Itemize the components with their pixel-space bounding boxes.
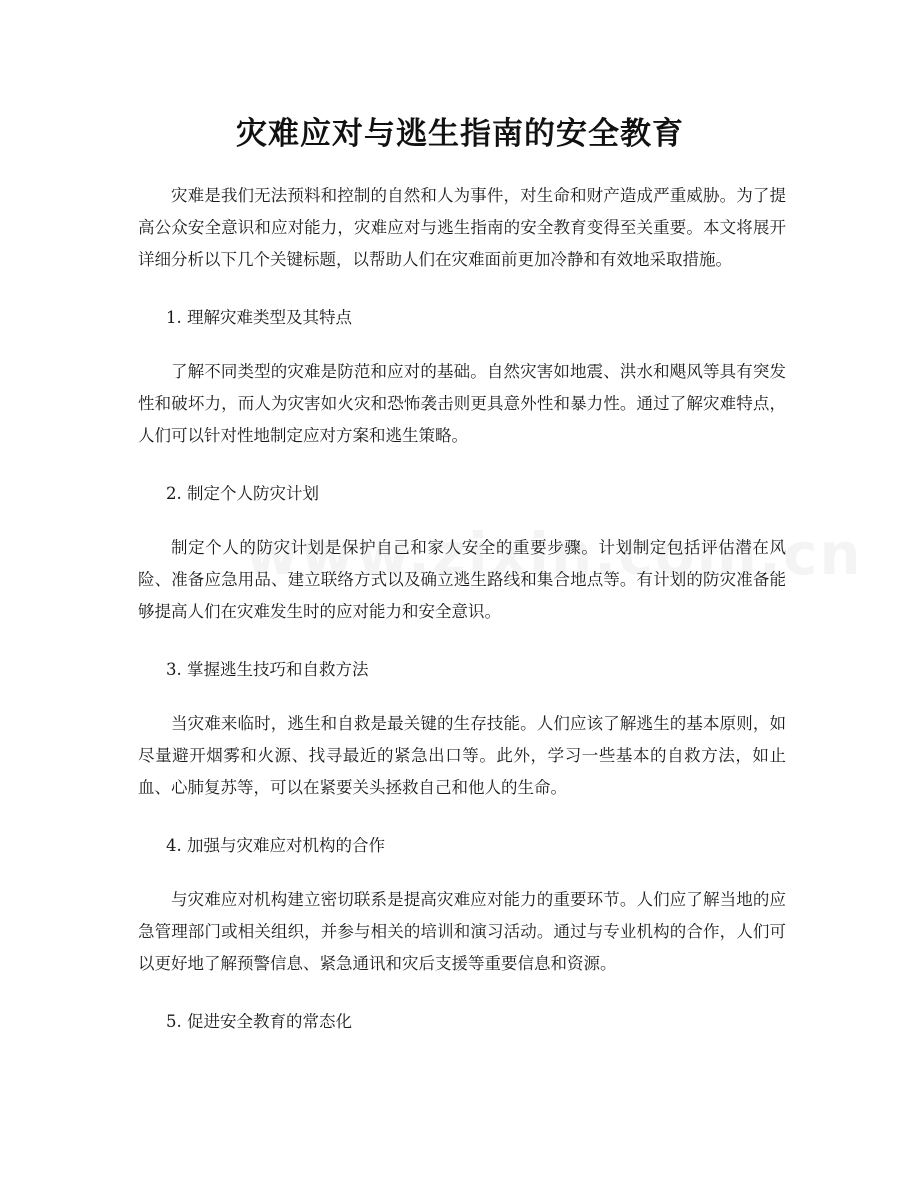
section-paragraph-1: 了解不同类型的灾难是防范和应对的基础。自然灾害如地震、洪水和飓风等具有突发性和破坏力，而人为灾害如火灾和恐怖袭击则更具意外性和暴力性。通过了解灾难特点，人们可以针对性地制定应对方案和逃生策略。 <box>138 362 786 445</box>
document-body <box>138 180 786 1038</box>
section-heading-1: 1. 理解灾难类型及其特点 <box>166 308 352 327</box>
document-title: 灾难应对与逃生指南的安全教育 <box>236 116 684 152</box>
section-heading-4: 4. 加强与灾难应对机构的合作 <box>166 836 385 855</box>
section-heading-3: 3. 掌握逃生技巧和自救方法 <box>166 660 369 679</box>
section-heading-5: 5. 促进安全教育的常态化 <box>166 1012 352 1031</box>
section-paragraph-3: 当灾难来临时，逃生和自救是最关键的生存技能。人们应该了解逃生的基本原则，如尽量避开烟雾和火源、找寻最近的紧急出口等。此外，学习一些基本的自救方法，如止血、心肺复苏等，可以在紧要关头拯救自己和他人的生命。 <box>138 714 786 797</box>
intro-paragraph: 灾难是我们无法预料和控制的自然和人为事件，对生命和财产造成严重威胁。为了提高公众安全意识和应对能力，灾难应对与逃生指南的安全教育变得至关重要。本文将展开详细分析以下几个关键标题，以帮助人们在灾难面前更加冷静和有效地采取措施。 <box>138 186 786 269</box>
section-paragraph-4: 与灾难应对机构建立密切联系是提高灾难应对能力的重要环节。人们应了解当地的应急管理部门或相关组织，并参与相关的培训和演习活动。通过与专业机构的合作，人们可以更好地了解预警信息、紧急通讯和灾后支援等重要信息和资源。 <box>138 890 786 973</box>
section-heading-2: 2. 制定个人防灾计划 <box>166 484 319 503</box>
section-paragraph-2: 制定个人的防灾计划是保护自己和家人安全的重要步骤。计划制定包括评估潜在风险、准备应急用品、建立联络方式以及确立逃生路线和集合地点等。有计划的防灾准备能够提高人们在灾难发生时的应对能力和安全意识。 <box>138 538 786 621</box>
